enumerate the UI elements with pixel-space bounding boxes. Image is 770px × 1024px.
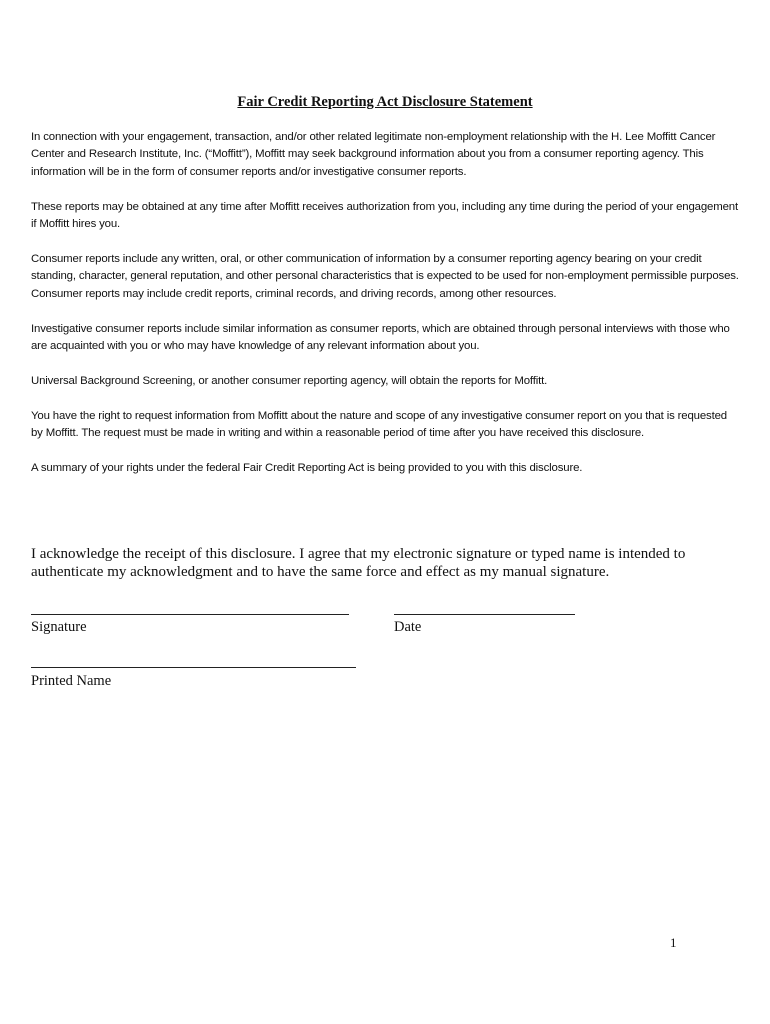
printed-name-line[interactable] [31, 667, 356, 668]
acknowledgment-text: I acknowledge the receipt of this disclosure. I agree that my electronic signature or typed name is intended to authenticate my acknowledgment and to have the same force and effect as my manual signature. [31, 546, 686, 581]
paragraph-agency: Universal Background Screening, or another consumer reporting agency, will obtain the reports for Moffitt. [31, 375, 548, 388]
page-number: 1 [670, 935, 677, 950]
paragraph-engagement: In connection with your engagement, transaction, and/or other related legitimate non-employment relationship with the H. Lee Moffitt Cancer Center and Research Institute, Inc. (“Moffitt”), Moffitt may seek background information about you from a consumer reporting agency. This information will be in the form of consumer reports and/or investigative consumer reports. [31, 131, 716, 178]
paragraph-right-to-request: You have the right to request information from Moffitt about the nature and scope of any investigative consumer report on you that is requested by Moffitt. The request must be made in writing and within a reasonable period of time after you have received this disclosure. [31, 409, 727, 440]
date-line[interactable] [394, 614, 575, 615]
disclosure-body [31, 129, 739, 495]
signature-label: Signature [31, 619, 87, 635]
paragraph-consumer-reports: Consumer reports include any written, oral, or other communication of information by a consumer reporting agency bearing on your credit standing, character, general reputation, and other personal characteristics that is expected to be used for non-employment permissible purposes. Consumer reports may include credit reports, criminal records, and driving records, among other resources. [31, 253, 739, 300]
printed-name-label: Printed Name [31, 673, 112, 689]
date-label: Date [394, 619, 422, 635]
paragraph-investigative-reports: Investigative consumer reports include similar information as consumer reports, which are obtained through personal interviews with those who are acquainted with you or who may have knowledge of any relevant information about you. [31, 322, 730, 353]
signature-line[interactable] [31, 614, 349, 615]
paragraph-summary-of-rights: A summary of your rights under the federal Fair Credit Reporting Act is being provided to you with this disclosure. [31, 462, 583, 475]
document-title: Fair Credit Reporting Act Disclosure Statement [237, 94, 533, 110]
paragraph-timing: These reports may be obtained at any time after Moffitt receives authorization from you, including any time during the period of your engagement if Moffitt hires you. [31, 200, 738, 231]
